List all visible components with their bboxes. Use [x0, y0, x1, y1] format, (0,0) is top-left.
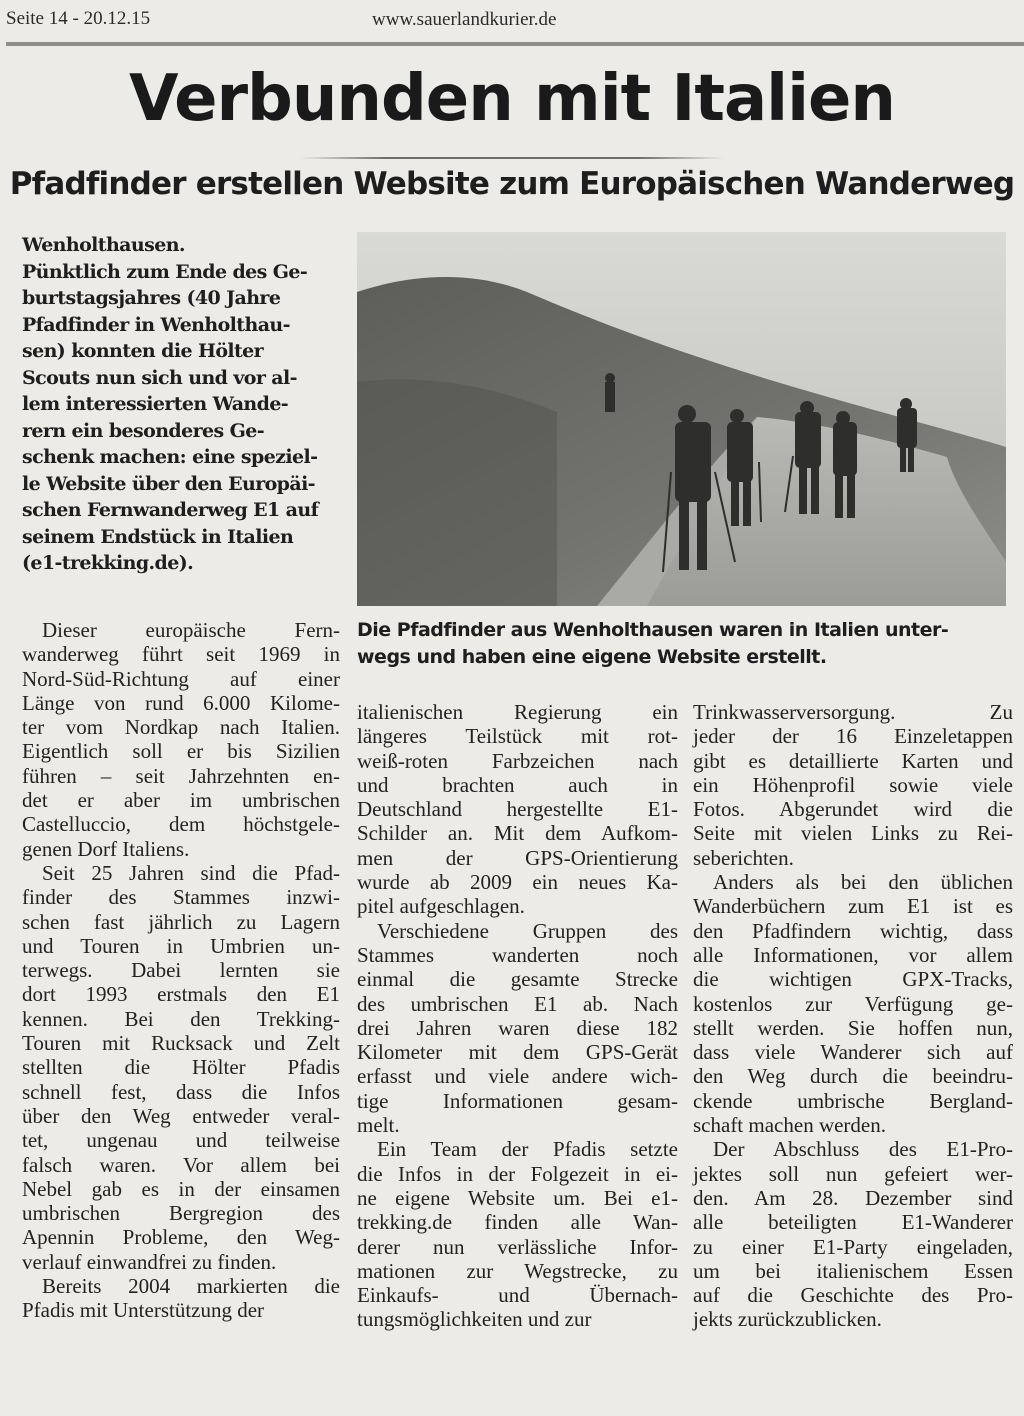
text-line: kennen. Bei den Trekking-: [22, 1006, 340, 1031]
text-line: Seit 25 Jahren sind die Pfad-: [42, 860, 340, 885]
text-line: dass viele Wanderer sich auf: [693, 1040, 1013, 1065]
text-line: Trinkwasserversorgung. Zu: [693, 700, 1013, 724]
lead-paragraph: [22, 232, 346, 577]
article-column-3: [693, 700, 1013, 1332]
text-line: erfasst und viele andere wich-: [357, 1064, 678, 1089]
article-subheadline: Pfadfinder erstellen Website zum Europäischen Wanderweg: [9, 166, 1015, 202]
text-line: Deutschland hergestellte E1-: [357, 797, 678, 822]
photo-caption: [357, 617, 1017, 671]
lead-line: le Website über den Europäi-: [22, 472, 315, 495]
text-line: des umbrischen E1 ab. Nach: [357, 991, 678, 1016]
text-line: Wanderbüchern zum E1 ist es: [693, 894, 1013, 919]
text-line: Bereits 2004 markierten die: [42, 1274, 340, 1299]
text-line: ckende umbrische Bergland-: [693, 1088, 1013, 1113]
lead-line: Pünktlich zum Ende des Ge-: [22, 260, 308, 283]
text-line: die wichtigen GPX-Tracks,: [693, 967, 1013, 992]
text-line: auf die Geschichte des Pro-: [693, 1283, 1013, 1308]
text-line: schnell fest, dass die Infos: [22, 1079, 340, 1104]
lead-line: Wenholthausen.: [22, 234, 185, 256]
text-line: falsch waren. Vor allem bei: [22, 1152, 340, 1177]
article-column-1: [22, 618, 340, 1323]
page-header: [0, 0, 1024, 46]
website-url: www.sauerlandkurier.de: [372, 9, 557, 30]
text-line: ter vom Nordkap nach Italien.: [22, 715, 340, 740]
text-line: terwegs. Dabei lernten sie: [22, 958, 340, 983]
text-line: den. Am 28. Dezember sind: [693, 1185, 1013, 1210]
text-line: derer nun verlässliche Infor-: [357, 1234, 678, 1259]
text-line: Schilder an. Mit dem Aufkom-: [357, 821, 678, 846]
text-line: Stammes wanderten noch: [357, 942, 678, 967]
lead-line: Pfadfinder in Wenholthau-: [22, 313, 290, 336]
text-line: det er aber im umbrischen: [22, 788, 340, 813]
text-line: den Weg durch die beeindru-: [693, 1064, 1013, 1089]
hikers-photo: [357, 232, 1006, 606]
text-line: Nebel gab es in der einsamen: [22, 1176, 340, 1201]
text-line: mationen zur Wegstrecke, zu: [357, 1258, 678, 1283]
text-line: Nord-Süd-Richtung auf einer: [22, 666, 340, 691]
text-line: einmal die gesamte Strecke: [357, 967, 678, 992]
text-line: jektes soll nun gefeiert wer-: [693, 1161, 1013, 1186]
text-line: dort 1993 erstmals den E1: [22, 982, 340, 1007]
text-line: pitel aufgeschlagen.: [357, 894, 525, 919]
text-line: Kilometer mit dem GPS-Gerät: [357, 1040, 678, 1065]
lead-line: burtstagsjahres (40 Jahre: [22, 287, 281, 309]
text-line: den Pfadfindern wichtig, dass: [693, 918, 1013, 943]
header-rule: [6, 42, 1024, 46]
text-line: stellten die Hölter Pfadis: [22, 1055, 340, 1080]
text-line: führen – seit Jahrzehnten en-: [22, 763, 340, 788]
text-line: ne eigene Website um. Bei e1-: [357, 1185, 678, 1210]
text-line: umbrischen Bergregion des: [22, 1201, 340, 1226]
text-line: Touren mit Rucksack und Zelt: [22, 1031, 340, 1056]
text-line: Eigentlich soll er bis Sizilien: [22, 739, 340, 764]
lead-line: (e1-trekking.de).: [22, 552, 194, 574]
text-line: jeder der 16 Einzeletappen: [693, 724, 1013, 749]
text-line: die Infos in der Folgezeit in ei-: [357, 1161, 678, 1186]
lead-line: lem interessierten Wande-: [22, 393, 289, 415]
caption-line: wegs und haben eine eigene Website erstellt.: [357, 646, 827, 668]
text-line: Ein Team der Pfadis setzte: [377, 1137, 678, 1162]
text-line: schen fast jährlich zu Lagern: [22, 909, 340, 934]
text-line: Der Abschluss des E1-Pro-: [713, 1137, 1013, 1162]
text-line: Fotos. Abgerundet wird die: [693, 797, 1013, 822]
text-line: men der GPS-Orientierung: [357, 845, 678, 870]
text-line: über den Weg entweder veral-: [22, 1103, 340, 1128]
text-line: stellt werden. Sie hoffen nun,: [693, 1015, 1013, 1040]
text-line: ein Höhenprofil sowie viele: [693, 772, 1013, 797]
text-line: um bei italienischem Essen: [693, 1258, 1013, 1283]
text-line: italienischen Regierung ein: [357, 700, 678, 724]
text-line: tige Informationen gesam-: [357, 1088, 678, 1113]
text-line: schaft machen werden.: [693, 1113, 886, 1138]
text-line: Pfadis mit Unterstützung der: [22, 1298, 265, 1323]
text-line: alle Informationen, vor allem: [693, 942, 1013, 967]
text-line: tungsmöglichkeiten und zur: [357, 1307, 592, 1332]
text-line: Castelluccio, dem höchstgele-: [22, 812, 340, 837]
lead-line: Scouts nun sich und vor al-: [22, 366, 297, 389]
text-line: Seite mit vielen Links zu Rei-: [693, 821, 1013, 846]
text-line: verlauf einwandfrei zu finden.: [22, 1249, 277, 1274]
text-line: alle beteiligten E1-Wanderer: [693, 1210, 1013, 1235]
text-line: melt.: [357, 1113, 400, 1138]
text-line: kostenlos zur Verfügung ge-: [693, 991, 1013, 1016]
text-line: Anders als bei den üblichen: [713, 870, 1013, 895]
article-headline: Verbunden mit Italien: [129, 62, 895, 136]
text-line: längeres Teilstück mit rot-: [357, 724, 678, 749]
text-line: seberichten.: [693, 845, 794, 870]
lead-line: sen) konnten die Hölter: [22, 340, 264, 362]
text-line: Dieser europäische Fern-: [42, 618, 340, 642]
caption-line: Die Pfadfinder aus Wenholthausen waren in Italien unter-: [357, 619, 949, 641]
text-line: trekking.de finden alle Wan-: [357, 1210, 678, 1235]
text-line: zu einer E1-Party eingeladen,: [693, 1234, 1013, 1259]
text-line: wurde ab 2009 ein neues Ka-: [357, 870, 678, 895]
text-line: drei Jahren waren diese 182: [357, 1015, 678, 1040]
text-line: Einkaufs- und Übernach-: [357, 1283, 678, 1308]
text-line: tet, ungenau und teilweise: [22, 1128, 340, 1153]
lead-line: rern ein besonderes Ge-: [22, 419, 265, 442]
page-info: Seite 14 - 20.12.15: [6, 8, 151, 29]
text-line: und Touren in Umbrien un-: [22, 933, 340, 958]
text-line: gibt es detaillierte Karten und: [693, 748, 1013, 773]
lead-line: schenk machen: eine speziel-: [22, 446, 318, 468]
article-column-2: [357, 700, 678, 1332]
text-line: Länge von rund 6.000 Kilome-: [22, 690, 340, 715]
text-line: jekts zurückzublicken.: [693, 1307, 882, 1332]
headline-divider: [300, 157, 724, 159]
text-line: weiß-roten Farbzeichen nach: [357, 748, 678, 773]
lead-line: schen Fernwanderweg E1 auf: [22, 499, 319, 521]
text-line: finder des Stammes inzwi-: [22, 885, 340, 910]
text-line: genen Dorf Italiens.: [22, 836, 190, 861]
lead-line: seinem Endstück in Italien: [22, 525, 294, 548]
text-line: Apennin Probleme, den Weg-: [22, 1225, 340, 1250]
text-line: wanderweg führt seit 1969 in: [22, 642, 340, 667]
text-line: und brachten auch in: [357, 772, 678, 797]
text-line: Verschiedene Gruppen des: [377, 918, 678, 943]
